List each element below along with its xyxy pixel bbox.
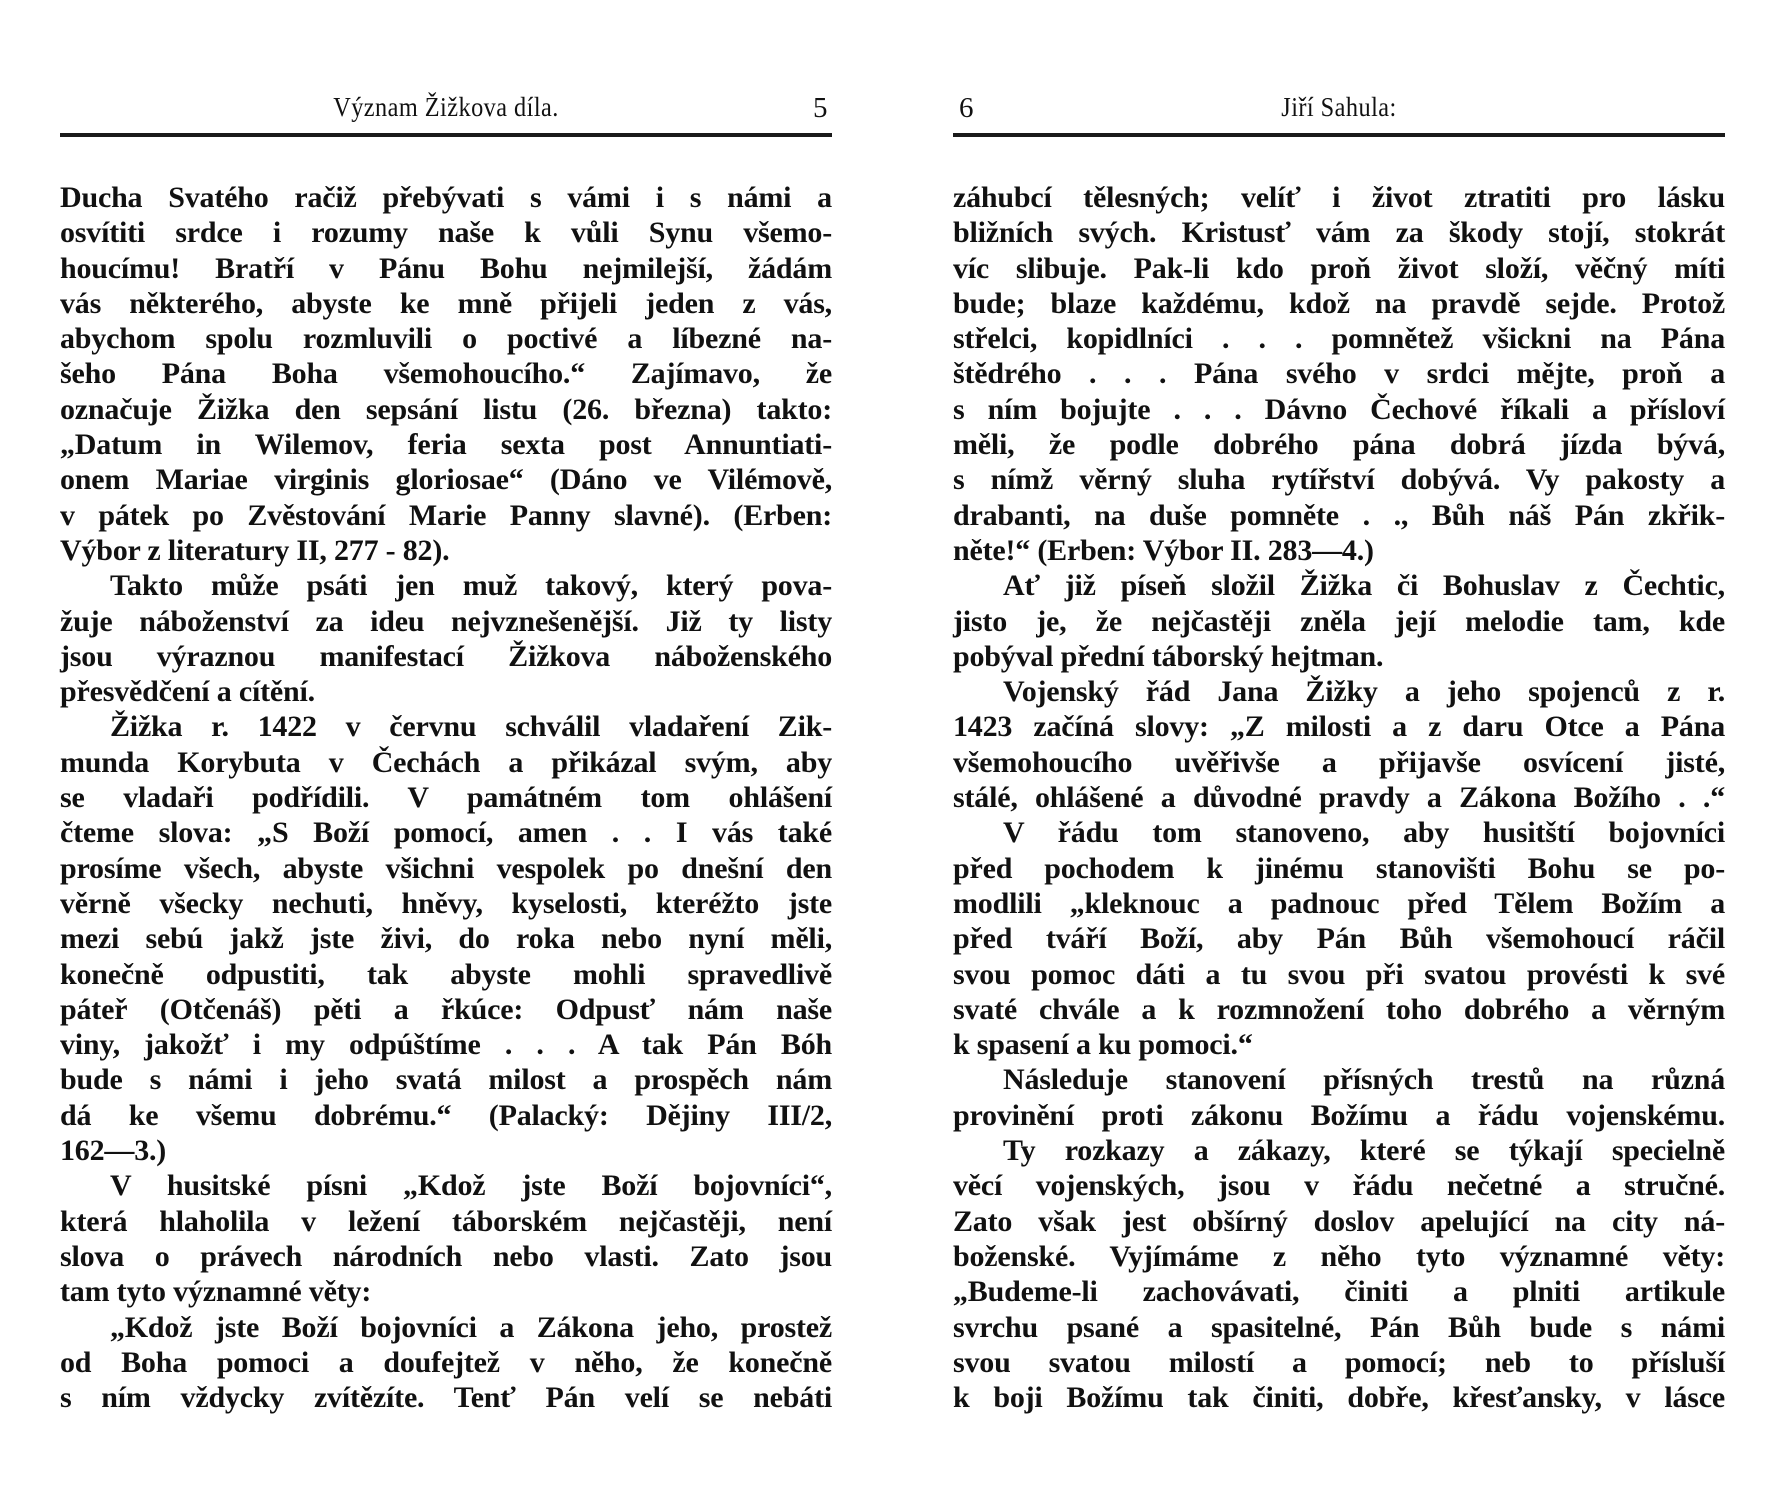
text-line: věrně všecky nechuti, hněvy, kyselosti, kteréžto jste	[60, 886, 832, 920]
text-line: prosíme všech, abyste všichni vespolek po dnešní den	[60, 851, 832, 885]
text-line: boženské. Vyjímáme z něho tyto významné věty:	[953, 1239, 1725, 1273]
text-line: víc slibuje. Pak-li kdo proň život složí, věčný míti	[953, 251, 1725, 285]
text-line: Žižka r. 1422 v červnu schválil vladaření Zik-	[110, 710, 832, 744]
text-line: šeho Pána Boha všemohoucího.“ Zajímavo, že	[60, 357, 832, 391]
text-line: od Boha pomoci a doufejtež v něho, že konečně	[60, 1345, 832, 1379]
text-line: střelci, kopidlníci . . . pomnětež všickni na Pána	[953, 322, 1725, 356]
text-line: osvítiti srdce i rozumy naše k vůli Synu všemo-	[60, 216, 832, 250]
running-title: Význam Žižkova díla.	[333, 92, 559, 122]
text-line: čteme slova: „S Boží pomocí, amen . . I vás také	[60, 816, 832, 850]
text-line: vás některého, abyste ke mně přijeli jeden z vás,	[60, 286, 832, 320]
text-line: Ducha Svatého račiž přebývati s vámi i s námi a	[60, 181, 832, 214]
text-line: abychom spolu rozmluvili o poctivé a líbezné na-	[60, 322, 832, 356]
text-line: dá ke všemu dobrému.“ (Palacký: Dějiny III/2,	[60, 1098, 832, 1132]
text-line: k boji Božímu tak činiti, dobře, křesťansky, v lásce	[953, 1381, 1725, 1415]
body-text	[953, 180, 1725, 1415]
text-line: stálé, ohlášené a důvodné pravdy a Zákona Božího . .“	[953, 781, 1725, 815]
text-line: houcímu! Bratří v Pánu Bohu nejmilejší, žádám	[60, 251, 832, 285]
text-line: mezi sebú jakž jste živi, do roka nebo nyní měli,	[60, 922, 832, 956]
running-head	[60, 92, 832, 126]
text-line: žuje náboženství za ideu nejvznešenější. Již ty listy	[60, 604, 832, 638]
text-line: pobýval přední táborský hejtman.	[953, 639, 1384, 673]
text-line: bližních svých. Kristusť vám za škody stojí, stokrát	[953, 216, 1725, 250]
text-line: „Budeme-li zachovávati, činiti a plniti artikule	[953, 1275, 1725, 1309]
text-line: Vojenský řád Jana Žižky a jeho spojenců z r.	[1003, 675, 1725, 709]
text-line: bude s námi i jeho svatá milost a prospěch nám	[60, 1063, 832, 1097]
text-line: svou pomoc dáti a tu svou při svatou provésti k své	[953, 957, 1725, 991]
text-line: svaté chvále a k rozmnožení toho dobrého a věrným	[953, 992, 1725, 1026]
running-head	[953, 92, 1725, 126]
body-text	[60, 180, 832, 1415]
page-number: 6	[959, 92, 974, 124]
text-line: „Kdož jste Boží bojovníci a Zákona jeho, prostež	[110, 1310, 832, 1344]
text-line: s ním bojujte . . . Dávno Čechové říkali a přísloví	[953, 392, 1725, 426]
text-line: Výbor z literatury II, 277 - 82).	[60, 533, 450, 567]
text-line: k spasení a ku pomoci.“	[953, 1028, 1253, 1062]
text-line: jsou výraznou manifestací Žižkova náboženského	[60, 639, 832, 673]
text-line: „Datum in Wilemov, feria sexta post Annuntiati-	[60, 428, 832, 462]
text-line: označuje Žižka den sepsání listu (26. března) takto:	[60, 392, 832, 426]
text-line: něte!“ (Erben: Výbor II. 283—4.)	[953, 533, 1374, 567]
text-line: před pochodem k jinému stanovišti Bohu se po-	[953, 851, 1725, 885]
header-rule	[953, 133, 1725, 137]
text-line: drabanti, na duše pomněte . ., Bůh náš Pán zkřik-	[953, 498, 1725, 532]
page-number: 5	[813, 92, 828, 124]
text-line: věcí vojenských, jsou v řádu nečetné a stručné.	[953, 1169, 1725, 1203]
text-line: munda Korybuta v Čechách a přikázal svým, aby	[60, 745, 832, 779]
text-line: svrchu psané a spasitelné, Pán Bůh bude s námi	[953, 1310, 1725, 1344]
text-line: která hlaholila v ležení táborském nejčastěji, není	[60, 1204, 832, 1238]
text-line: V řádu tom stanoveno, aby husitští bojovníci	[1003, 816, 1725, 850]
text-line: všemohoucího uvěřivše a přijavše osvícení jisté,	[953, 745, 1725, 779]
left-page	[60, 0, 832, 1500]
text-line: 162—3.)	[60, 1134, 167, 1168]
text-line: s ním vždycky zvítězíte. Tenť Pán velí se nebáti	[60, 1381, 832, 1415]
text-line: svou svatou milostí a pomocí; neb to přísluší	[953, 1345, 1725, 1379]
text-line: v pátek po Zvěstování Marie Panny slavné). (Erben:	[60, 498, 832, 532]
text-line: měli, že podle dobrého pána dobrá jízda bývá,	[953, 428, 1725, 462]
text-line: Takto může psáti jen muž takový, který pova-	[110, 569, 832, 603]
text-line: konečně odpustiti, tak abyste mohli spravedlivě	[60, 957, 832, 991]
text-line: jisto je, že nejčastěji zněla její melodie tam, kde	[953, 604, 1725, 638]
text-line: V husitské písni „Kdož jste Boží bojovníci“,	[110, 1169, 832, 1203]
text-line: se vladaři podřídili. V památném tom ohlášení	[60, 781, 832, 815]
text-line: tam tyto významné věty:	[60, 1275, 372, 1309]
text-line: před tváří Boží, aby Pán Bůh všemohoucí ráčil	[953, 922, 1725, 956]
running-title: Jiří Sahula:	[1281, 92, 1397, 122]
text-line: záhubcí tělesných; velíť i život ztratiti pro lásku	[953, 181, 1725, 214]
text-line: Ty rozkazy a zákazy, které se týkají specielně	[1003, 1134, 1725, 1168]
text-line: bude; blaze každému, kdož na pravdě sejde. Protož	[953, 286, 1725, 320]
text-line: Zato však jest obšírný doslov apelující na city ná-	[953, 1204, 1725, 1238]
text-line: provinění proti zákonu Božímu a řádu vojenskému.	[953, 1098, 1725, 1132]
text-line: Následuje stanovení přísných trestů na různá	[1003, 1063, 1725, 1097]
text-line: štědrého . . . Pána svého v srdci mějte, proň a	[953, 357, 1725, 391]
text-line: s nímž věrný sluha rytířství dobývá. Vy pakosty a	[953, 463, 1725, 497]
text-line: slova o právech národních nebo vlasti. Zato jsou	[60, 1239, 832, 1273]
text-line: Ať již píseň složil Žižka či Bohuslav z Čechtic,	[1003, 569, 1725, 603]
text-line: modlili „kleknouc a padnouc před Tělem Božím a	[953, 886, 1725, 920]
text-line: páteř (Otčenáš) pěti a řkúce: Odpusť nám naše	[60, 992, 832, 1026]
header-rule	[60, 133, 832, 137]
text-line: přesvědčení a cítění.	[60, 675, 315, 709]
right-page	[953, 0, 1725, 1500]
text-line: 1423 začíná slovy: „Z milosti a z daru Otce a Pána	[953, 710, 1725, 744]
text-line: viny, jakožť i my odpúštíme . . . A tak Pán Bóh	[60, 1028, 832, 1062]
text-line: onem Mariae virginis gloriosae“ (Dáno ve Vilémově,	[60, 463, 832, 497]
